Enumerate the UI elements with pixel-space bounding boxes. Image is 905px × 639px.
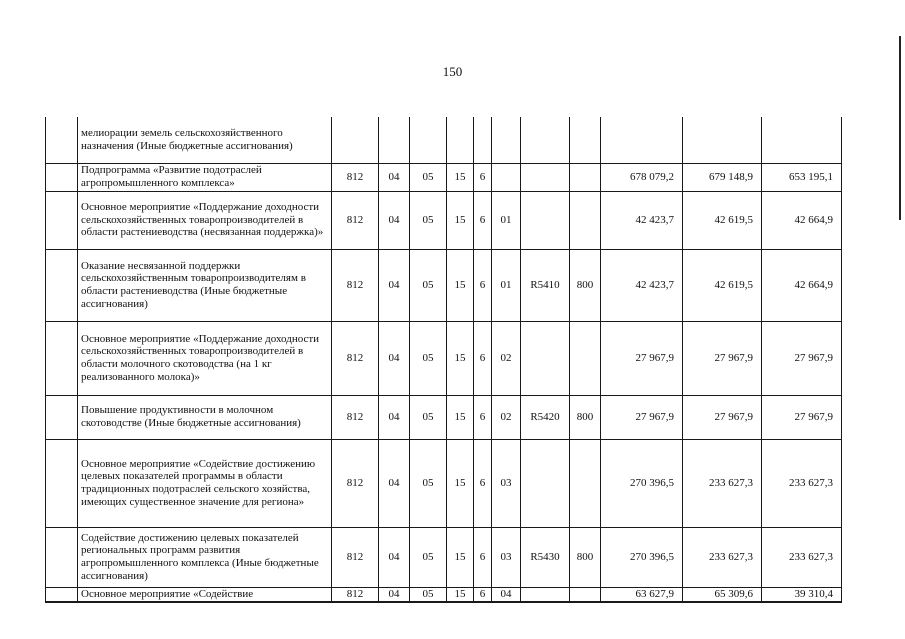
table-row bbox=[46, 321, 842, 395]
subsection-code-cell: 05 bbox=[410, 527, 447, 587]
row-marker-cell bbox=[46, 163, 78, 191]
row-marker-cell bbox=[46, 395, 78, 439]
program-code-cell bbox=[447, 117, 474, 163]
expense-direction-cell bbox=[521, 191, 570, 249]
main-event-code-cell: 02 bbox=[492, 321, 521, 395]
main-event-code-cell bbox=[492, 163, 521, 191]
expense-type-cell bbox=[570, 439, 601, 527]
budget-allocation-table bbox=[45, 117, 842, 603]
page-number: 150 bbox=[442, 64, 463, 79]
amount-cell: 27 967,9 bbox=[683, 395, 762, 439]
expense-direction-cell bbox=[521, 321, 570, 395]
program-code-cell: 15 bbox=[447, 587, 474, 602]
expense-type-cell: 800 bbox=[570, 527, 601, 587]
row-marker-cell bbox=[46, 117, 78, 163]
amount-cell: 42 664,9 bbox=[762, 191, 842, 249]
expense-direction-cell bbox=[521, 439, 570, 527]
amount-cell: 42 664,9 bbox=[762, 249, 842, 321]
amount-cell: 27 967,9 bbox=[762, 395, 842, 439]
ministry-code-cell: 812 bbox=[332, 191, 379, 249]
ministry-code-cell: 812 bbox=[332, 439, 379, 527]
table-row bbox=[46, 395, 842, 439]
table-row bbox=[46, 249, 842, 321]
row-marker-cell bbox=[46, 191, 78, 249]
subprogram-code-cell: 6 bbox=[474, 249, 492, 321]
section-code-cell: 04 bbox=[379, 191, 410, 249]
expense-type-cell bbox=[570, 321, 601, 395]
program-code-cell: 15 bbox=[447, 439, 474, 527]
program-code-cell: 15 bbox=[447, 527, 474, 587]
section-code-cell: 04 bbox=[379, 587, 410, 602]
expense-direction-cell bbox=[521, 587, 570, 602]
subprogram-code-cell: 6 bbox=[474, 191, 492, 249]
subprogram-code-cell: 6 bbox=[474, 527, 492, 587]
row-marker-cell bbox=[46, 587, 78, 602]
row-marker-cell bbox=[46, 439, 78, 527]
expense-type-cell bbox=[570, 587, 601, 602]
amount-cell: 63 627,9 bbox=[601, 587, 683, 602]
amount-cell: 270 396,5 bbox=[601, 439, 683, 527]
program-code-cell: 15 bbox=[447, 249, 474, 321]
section-code-cell: 04 bbox=[379, 163, 410, 191]
main-event-code-cell: 01 bbox=[492, 249, 521, 321]
table-row bbox=[46, 191, 842, 249]
table-body bbox=[46, 117, 842, 602]
subprogram-code-cell bbox=[474, 117, 492, 163]
amount-cell: 653 195,1 bbox=[762, 163, 842, 191]
amount-cell: 27 967,9 bbox=[762, 321, 842, 395]
ministry-code-cell: 812 bbox=[332, 249, 379, 321]
subprogram-code-cell: 6 bbox=[474, 163, 492, 191]
item-name-cell: Основное мероприятие «Содействие достижению целевых показателей программы в области традиционных подотраслей сельского хозяйства, имеющих существенное значение для региона» bbox=[78, 439, 332, 527]
ministry-code-cell: 812 bbox=[332, 321, 379, 395]
section-code-cell: 04 bbox=[379, 527, 410, 587]
item-name-cell: Основное мероприятие «Поддержание доходности сельскохозяйственных товаропроизводителей в области молочного скотоводства (на 1 кг реализованного молока)» bbox=[78, 321, 332, 395]
subprogram-code-cell: 6 bbox=[474, 395, 492, 439]
expense-type-cell: 800 bbox=[570, 395, 601, 439]
amount-cell: 233 627,3 bbox=[762, 439, 842, 527]
amount-cell: 42 423,7 bbox=[601, 249, 683, 321]
item-name-cell: Подпрограмма «Развитие подотраслей агропромышленного комплекса» bbox=[78, 163, 332, 191]
subsection-code-cell: 05 bbox=[410, 587, 447, 602]
amount-cell: 679 148,9 bbox=[683, 163, 762, 191]
section-code-cell: 04 bbox=[379, 249, 410, 321]
section-code-cell bbox=[379, 117, 410, 163]
row-marker-cell bbox=[46, 249, 78, 321]
ministry-code-cell bbox=[332, 117, 379, 163]
expense-direction-cell: R5430 bbox=[521, 527, 570, 587]
scan-edge-line bbox=[899, 36, 901, 220]
amount-cell bbox=[601, 117, 683, 163]
expense-direction-cell: R5410 bbox=[521, 249, 570, 321]
expense-type-cell: 800 bbox=[570, 249, 601, 321]
program-code-cell: 15 bbox=[447, 163, 474, 191]
row-marker-cell bbox=[46, 527, 78, 587]
amount-cell: 27 967,9 bbox=[683, 321, 762, 395]
main-event-code-cell: 04 bbox=[492, 587, 521, 602]
amount-cell: 233 627,3 bbox=[762, 527, 842, 587]
item-name-cell: Повышение продуктивности в молочном скотоводстве (Иные бюджетные ассигнования) bbox=[78, 395, 332, 439]
expense-direction-cell: R5420 bbox=[521, 395, 570, 439]
row-marker-cell bbox=[46, 321, 78, 395]
main-event-code-cell: 03 bbox=[492, 527, 521, 587]
amount-cell bbox=[683, 117, 762, 163]
subprogram-code-cell: 6 bbox=[474, 439, 492, 527]
program-code-cell: 15 bbox=[447, 191, 474, 249]
main-event-code-cell: 02 bbox=[492, 395, 521, 439]
subprogram-code-cell: 6 bbox=[474, 321, 492, 395]
table-row bbox=[46, 527, 842, 587]
section-code-cell: 04 bbox=[379, 395, 410, 439]
main-event-code-cell: 03 bbox=[492, 439, 521, 527]
expense-type-cell bbox=[570, 191, 601, 249]
subsection-code-cell: 05 bbox=[410, 439, 447, 527]
amount-cell: 27 967,9 bbox=[601, 395, 683, 439]
table-row bbox=[46, 587, 842, 602]
amount-cell bbox=[762, 117, 842, 163]
amount-cell: 42 423,7 bbox=[601, 191, 683, 249]
amount-cell: 678 079,2 bbox=[601, 163, 683, 191]
amount-cell: 27 967,9 bbox=[601, 321, 683, 395]
program-code-cell: 15 bbox=[447, 321, 474, 395]
subprogram-code-cell: 6 bbox=[474, 587, 492, 602]
expense-direction-cell bbox=[521, 117, 570, 163]
amount-cell: 42 619,5 bbox=[683, 191, 762, 249]
amount-cell: 65 309,6 bbox=[683, 587, 762, 602]
subsection-code-cell bbox=[410, 117, 447, 163]
item-name-cell: мелиорации земель сельскохозяйственного назначения (Иные бюджетные ассигнования) bbox=[78, 117, 332, 163]
item-name-cell: Содействие достижению целевых показателей региональных программ развития агропромышленного комплекса (Иные бюджетные ассигнования) bbox=[78, 527, 332, 587]
amount-cell: 39 310,4 bbox=[762, 587, 842, 602]
table-row bbox=[46, 163, 842, 191]
section-code-cell: 04 bbox=[379, 439, 410, 527]
main-event-code-cell: 01 bbox=[492, 191, 521, 249]
program-code-cell: 15 bbox=[447, 395, 474, 439]
main-event-code-cell bbox=[492, 117, 521, 163]
expense-type-cell bbox=[570, 117, 601, 163]
amount-cell: 233 627,3 bbox=[683, 439, 762, 527]
section-code-cell: 04 bbox=[379, 321, 410, 395]
item-name-cell: Оказание несвязанной поддержки сельскохозяйственным товаропроизводителям в области растениеводства (Иные бюджетные ассигнования) bbox=[78, 249, 332, 321]
ministry-code-cell: 812 bbox=[332, 527, 379, 587]
ministry-code-cell: 812 bbox=[332, 163, 379, 191]
expense-direction-cell bbox=[521, 163, 570, 191]
subsection-code-cell: 05 bbox=[410, 163, 447, 191]
table-row bbox=[46, 439, 842, 527]
subsection-code-cell: 05 bbox=[410, 395, 447, 439]
subsection-code-cell: 05 bbox=[410, 249, 447, 321]
item-name-cell: Основное мероприятие «Поддержание доходности сельскохозяйственных товаропроизводителей в области растениеводства (несвязанная поддержка)» bbox=[78, 191, 332, 249]
amount-cell: 42 619,5 bbox=[683, 249, 762, 321]
amount-cell: 270 396,5 bbox=[601, 527, 683, 587]
ministry-code-cell: 812 bbox=[332, 587, 379, 602]
ministry-code-cell: 812 bbox=[332, 395, 379, 439]
amount-cell: 233 627,3 bbox=[683, 527, 762, 587]
subsection-code-cell: 05 bbox=[410, 191, 447, 249]
table-row bbox=[46, 117, 842, 163]
subsection-code-cell: 05 bbox=[410, 321, 447, 395]
item-name-cell: Основное мероприятие «Содействие bbox=[78, 587, 332, 602]
expense-type-cell bbox=[570, 163, 601, 191]
